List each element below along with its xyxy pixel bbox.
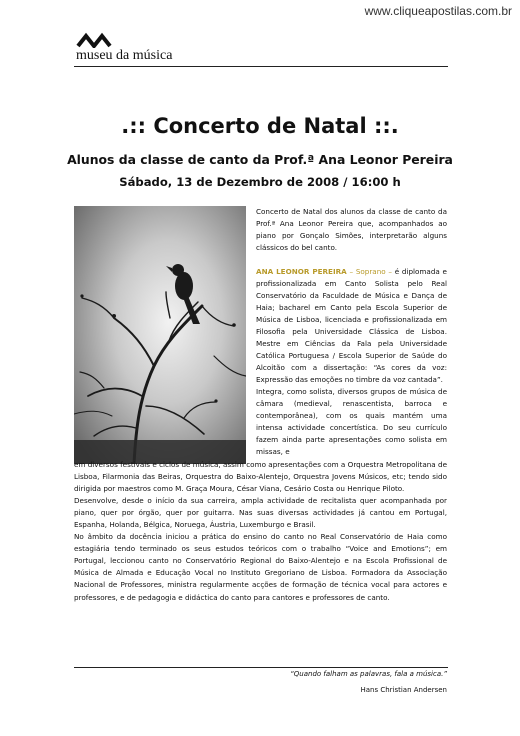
singer-role: – Soprano –	[346, 267, 395, 276]
page-title: .:: Concerto de Natal ::.	[121, 114, 399, 138]
bio-paragraph-2-end: em diversos festivais e ciclos de música, assim como apresentações com a Orquestra Metropolitana de Lisboa, Filarmonia das Beiras, Orquestra do Baixo-Alentejo, Orquestra Jovens Músicos, etc; tendo sido dirigida por maestros como M. Graça Moura, César Viana, Cesário Costa ou Henrique Piloto.	[74, 460, 447, 494]
header-divider	[74, 66, 448, 67]
logo-text: museu da música	[76, 48, 173, 63]
bio-paragraph-3: Desenvolve, desde o início da sua carreira, ampla actividade de recitalista quer acompanhada por piano, quer por órgão, quer por guitarra. Nas suas diversas actividades já cantou em Portugal, Espanha, Holanda, Bélgica, Noruega, Áustria, Luxemburgo e Brasil.	[74, 496, 447, 530]
footer-divider	[74, 667, 448, 668]
bio-paragraph-2-start: Integra, como solista, diversos grupos de música de câmara (medieval, renascentista, barroca e contemporânea), com os quais mantém uma intensa actividade concertística. Do seu currículo fazem ainda parte apresentações como solista em missas, e	[256, 387, 447, 456]
full-width-text	[74, 459, 447, 604]
text-column	[256, 206, 447, 458]
page-subtitle: Alunos da classe de canto da Prof.ª Ana Leonor Pereira	[67, 152, 453, 167]
intro-paragraph: Concerto de Natal dos alunos da classe de canto da Prof.ª Ana Leonor Pereira que, acompanhados ao piano por Gonçalo Simões, interpretarão alguns clássicos do bel canto.	[256, 207, 447, 252]
bird-on-branch-photo	[74, 206, 246, 464]
bio-paragraph-1	[256, 266, 447, 386]
quote-author: Hans Christian Andersen	[360, 686, 447, 694]
event-date: Sábado, 13 de Dezembro de 2008 / 16:00 h	[119, 175, 401, 189]
museum-waves-logo	[76, 32, 116, 48]
footer-quote: “Quando falham as palavras, fala a música.”	[290, 670, 447, 678]
singer-name: ANA LEONOR PEREIRA	[256, 267, 347, 276]
watermark: www.cliqueapostilas.com.br	[364, 4, 512, 18]
bio-p1-text: é diplomada e profissionalizada em Canto Solista pelo Real Conservatório da Faculdade de Música e Dança de Haia; bacharel em Canto pela Escola Superior de Música de Lisboa, licenciada e profissionalizada em Filosofia pela Universidade Clássica de Lisboa. Mestre em Ciências da Fala pela Universidade Católica Portuguesa / Escola Superior de Saúde do Alcoitão com a dissertação: “As cores da voz: Expressão das emoções no timbre da voz cantada”.	[256, 267, 447, 384]
bio-paragraph-4: No âmbito da docência iniciou a prática do ensino do canto no Real Conservatório de Haia como estagiária tendo terminado os seus estudos teóricos com o trabalho “Voice and Emotions”; em Portugal, leccionou canto no Conservatório Regional do Baixo-Alentejo e na Escola Profissional de Música de Almada e Educação Vocal no Instituto Gregoriano de Lisboa. Formadora da Associação Nacional de Professores, ministra regularmente acções de formação de técnica vocal para actores e professores, e de pedagogia e didáctica do canto para cantores e professores de canto.	[74, 532, 447, 602]
